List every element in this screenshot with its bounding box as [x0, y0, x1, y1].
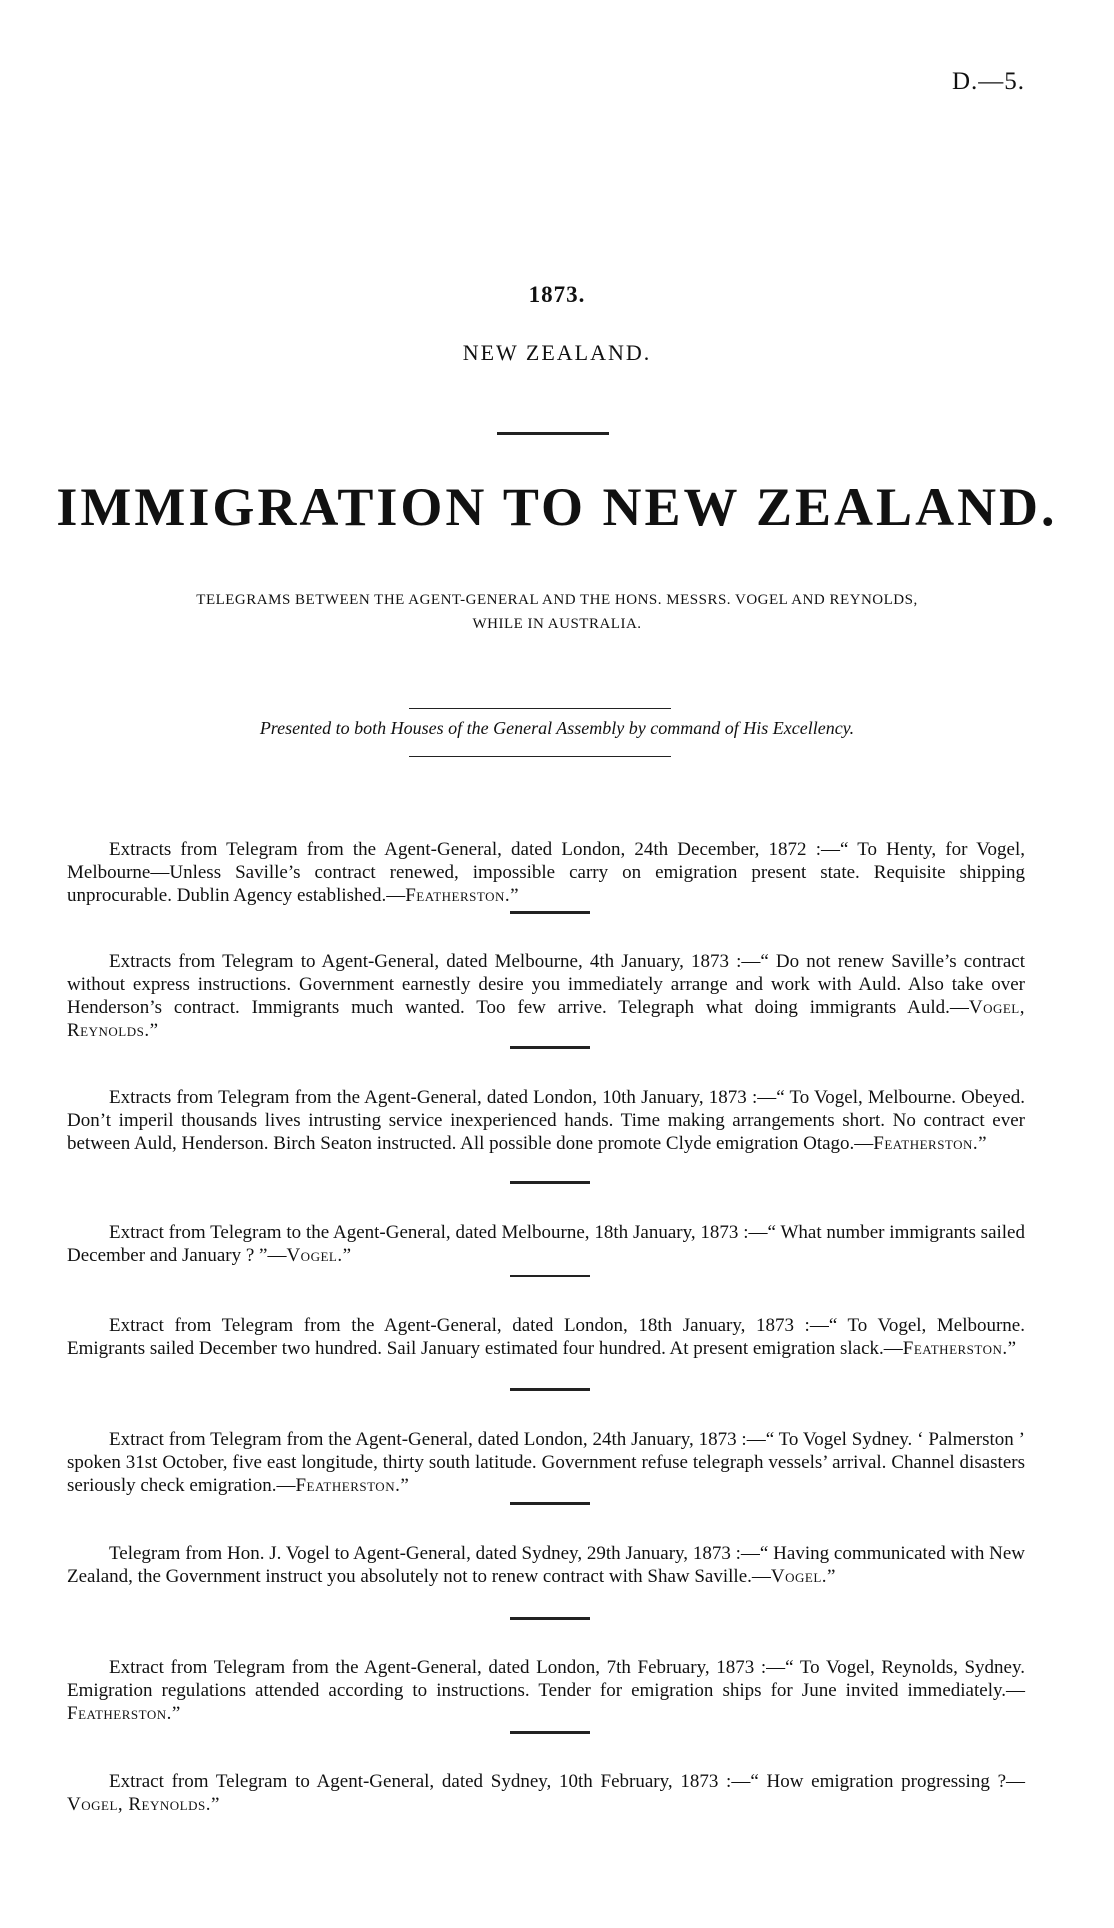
telegram-signature: Vogel, Reynolds.	[67, 1794, 211, 1815]
document-year: 1873.	[528, 282, 586, 307]
subtitle-line-2: WHILE IN AUSTRALIA.	[472, 616, 642, 632]
telegram-signature: Featherston.	[873, 1133, 979, 1154]
divider-rule	[510, 1181, 590, 1184]
telegram-entry: Extract from Telegram to the Agent-General, dated Melbourne, 18th January, 1873 :—“ What number immigrants sailed December and January ? ”—Vogel.”	[67, 1222, 1025, 1266]
telegram-signature: Featherston.	[902, 1338, 1008, 1359]
telegram-entry: Extracts from Telegram to Agent-General, dated Melbourne, 4th January, 1873 :—“ Do not renew Saville’s contract without express instructions. Government earnestly desire you immediately arrange and work with Auld. Also take over Henderson’s contract. Immigrants much wanted. Too few arrive. Telegraph what doing immigrants Auld.—Vogel, Reynolds.”	[67, 951, 1025, 1041]
telegram-signature: Featherston.	[295, 1475, 401, 1496]
telegram-entry: Extract from Telegram from the Agent-General, dated London, 7th February, 1873 :—“ To Vogel, Reynolds, Sydney. Emigration regulations attended according to instructions. Tender for emigration ships for June invited immediately.—Featherston.”	[67, 1657, 1025, 1724]
divider-rule	[510, 1617, 590, 1620]
telegram-text: Extracts from Telegram to Agent-General, dated Melbourne, 4th January, 1873 :—“ Do not renew Saville’s contract without express instructions. Government earnestly desire you immediately arrange and work with Auld. Also take over Henderson’s contract. Immigrants much wanted. Too few arrive. Telegraph what doing immigrants Auld.—	[67, 951, 1025, 1018]
telegram-entry: Extract from Telegram from the Agent-General, dated London, 24th January, 1873 :—“ To Vogel Sydney. ‘ Palmerston ’ spoken 31st October, five east longitude, thirty south latitude. Government refuse telegraph vessels’ arrival. Channel disasters seriously check emigration.—Featherston.”	[67, 1429, 1025, 1496]
telegram-entry: Extract from Telegram from the Agent-General, dated London, 18th January, 1873 :—“ To Vogel, Melbourne. Emigrants sailed December two hundred. Sail January estimated four hundred. At present emigration slack.—Featherston.”	[67, 1315, 1025, 1359]
telegram-text: Extracts from Telegram from the Agent-General, dated London, 24th December, 1872 :—“ To Henty, for Vogel, Melbourne—Unless Saville’s contract renewed, impossible carry on emigration present state. Requisite shipping unprocurable. Dublin Agency established.—	[67, 839, 1025, 906]
divider-rule	[510, 1046, 590, 1049]
divider-rule	[510, 911, 590, 914]
telegram-signature: Vogel.	[770, 1566, 828, 1587]
telegram-entry: Telegram from Hon. J. Vogel to Agent-General, dated Sydney, 29th January, 1873 :—“ Having communicated with New Zealand, the Government instruct you absolutely not to renew contract with Shaw Saville.—Vogel.”	[67, 1543, 1025, 1587]
divider-rule	[510, 1502, 590, 1505]
telegram-entry: Extracts from Telegram from the Agent-General, dated London, 24th December, 1872 :—“ To Henty, for Vogel, Melbourne—Unless Saville’s contract renewed, impossible carry on emigration present state. Requisite shipping unprocurable. Dublin Agency established.—Featherston.”	[67, 839, 1025, 906]
telegram-text: Extract from Telegram to the Agent-General, dated Melbourne, 18th January, 1873 :—“ What number immigrants sailed December and January ? ”—	[67, 1222, 1025, 1266]
divider-rule	[510, 1388, 590, 1391]
divider-rule	[510, 1731, 590, 1734]
telegram-text: Extract from Telegram from the Agent-General, dated London, 18th January, 1873 :—“ To Vogel, Melbourne. Emigrants sailed December two hundred. Sail January estimated four hundred. At present emigration slack.—	[67, 1315, 1025, 1359]
telegram-text: Extracts from Telegram from the Agent-General, dated London, 10th January, 1873 :—“ To Vogel, Melbourne. Obeyed. Don’t imperil thousands lives intrusting service inexperienced hands. Time making arrangements short. No contract ever between Auld, Henderson. Birch Seaton instructed. All possible done promote Clyde emigration Otago.—	[67, 1087, 1025, 1154]
telegram-signature: Vogel, Reynolds.	[67, 997, 1025, 1041]
telegram-entry: Extracts from Telegram from the Agent-General, dated London, 10th January, 1873 :—“ To Vogel, Melbourne. Obeyed. Don’t imperil thousands lives intrusting service inexperienced hands. Time making arrangements short. No contract ever between Auld, Henderson. Birch Seaton instructed. All possible done promote Clyde emigration Otago.—Featherston.”	[67, 1087, 1025, 1154]
telegram-text: Telegram from Hon. J. Vogel to Agent-General, dated Sydney, 29th January, 1873 :—“ Having communicated with New Zealand, the Government instruct you absolutely not to renew contract with Shaw Saville.—	[67, 1543, 1025, 1587]
presentation-note: Presented to both Houses of the General Assembly by command of His Excellency.	[259, 718, 855, 738]
divider-rule	[510, 1275, 590, 1277]
telegram-entry: Extract from Telegram to Agent-General, dated Sydney, 10th February, 1873 :—“ How emigration progressing ?—Vogel, Reynolds.”	[67, 1771, 1025, 1815]
page-reference: D.—5.	[952, 68, 1026, 95]
telegram-text: Extract from Telegram to Agent-General, dated Sydney, 10th February, 1873 :—“ How emigration progressing ?—	[109, 1771, 1025, 1792]
document-country: NEW ZEALAND.	[462, 340, 652, 365]
telegram-text: Extract from Telegram from the Agent-General, dated London, 24th January, 1873 :—“ To Vogel Sydney. ‘ Palmerston ’ spoken 31st October, five east longitude, thirty south latitude. Government refuse telegraph vessels’ arrival. Channel disasters seriously check emigration.—	[67, 1429, 1025, 1496]
telegram-text: Extract from Telegram from the Agent-General, dated London, 7th February, 1873 :—“ To Vogel, Reynolds, Sydney. Emigration regulations attended according to instructions. Tender for emigration ships for June invited immediately.—	[67, 1657, 1025, 1701]
telegram-signature: Vogel.	[286, 1245, 343, 1266]
page-title: IMMIGRATION TO NEW ZEALAND.	[56, 477, 1058, 537]
telegram-signature: Featherston.	[67, 1703, 172, 1724]
telegram-signature: Featherston.	[405, 885, 511, 906]
subtitle-line-1: TELEGRAMS BETWEEN THE AGENT-GENERAL AND THE HONS. MESSRS. VOGEL AND REYNOLDS,	[196, 592, 918, 608]
